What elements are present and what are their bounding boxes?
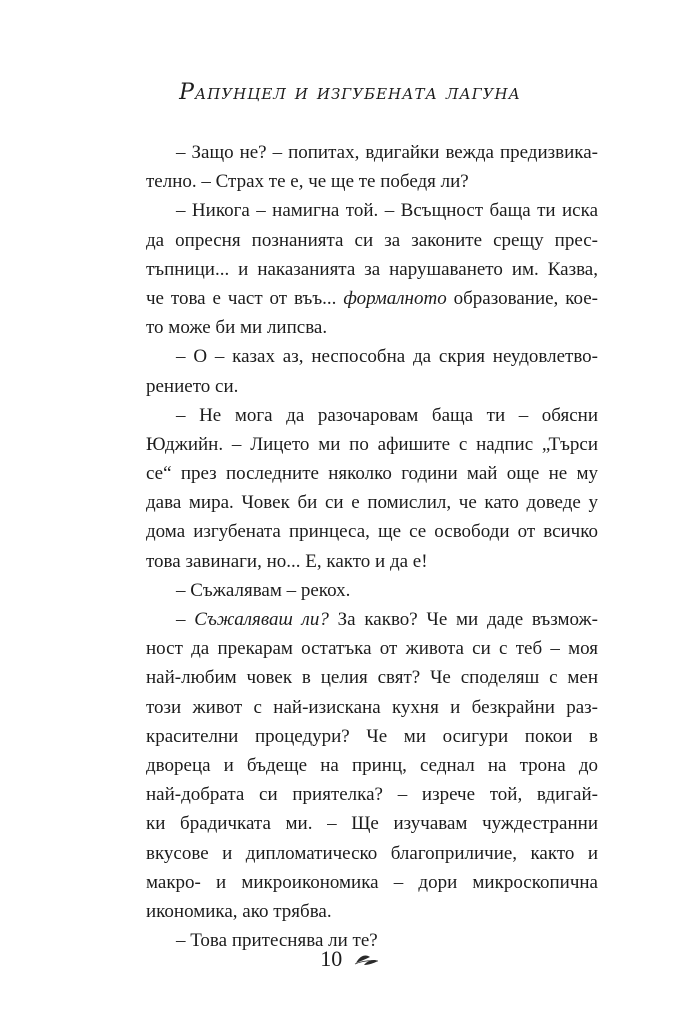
text-line: вкусове и дипломатическо благоприличие, както и <box>146 842 598 864</box>
running-head-title: Рапунцел и изгубената лагуна <box>179 80 521 105</box>
text-line: икономика, ако трябва. <box>146 900 332 922</box>
text-line: красителни процедури? Че ми осигури покои в <box>146 725 598 747</box>
text-line: – Защо не? – попитах, вдигайки вежда предизвика- <box>176 142 598 163</box>
page-footer <box>0 944 700 972</box>
text-line: двореца и бъдеще на принц, седнал на трона до <box>146 754 598 776</box>
italic-phrase: Съжаляваш ли? <box>194 609 329 630</box>
text-line: – Никога – намигна той. – Всъщност баща ти иска <box>176 200 598 222</box>
text-line: – Съжалявам – рекох. <box>176 579 351 601</box>
text-line: рението си. <box>146 375 239 397</box>
text-line: тъпници... и наказанията за нарушаването им. Казва, <box>146 258 598 280</box>
italic-phrase: формалното <box>343 287 447 309</box>
text-line: – Не мога да разочаровам баща ти – обясни <box>176 404 598 426</box>
text-line <box>146 284 598 313</box>
text-line: – Това притеснява ли те? <box>176 930 378 952</box>
text-line: ност да прекарам остатъка от живота си с теб – моя <box>146 638 598 660</box>
text-line: то може би ми липсва. <box>146 317 328 339</box>
text-fragment: За какво? Че ми даде възмож- <box>328 609 598 630</box>
text-line: – О – казах аз, неспособна да скрия неудовлетво- <box>176 346 598 368</box>
text-line: се“ през последните няколко години май още не му <box>146 463 598 485</box>
leaf-ornament-icon <box>354 951 380 967</box>
text-line: дома изгубената принцеса, ще се освободи от всичко <box>146 521 598 543</box>
text-line: телно. – Страх те е, че ще те победя ли? <box>146 171 469 193</box>
page-number: 10 <box>320 945 343 971</box>
text-line <box>146 605 598 634</box>
text-fragment: образование, кое- <box>446 287 598 309</box>
text-line: Юджийн. – Лицето ми по афишите с надпис „Търси <box>146 433 598 455</box>
text-line: ки брадичката ми. – Ще изучавам чуждестранни <box>146 813 598 835</box>
text-line: макро- и микроикономика – дори микроскопична <box>146 871 598 893</box>
text-fragment: че това е част от въъ... <box>146 287 344 309</box>
text-line: най-добрата си приятелка? – изрече той, вдигай- <box>146 784 598 806</box>
text-line: най-любим човек в целия свят? Че споделяш с мен <box>146 667 598 689</box>
text-line: да опресня познанията си за законите срещу прес- <box>146 229 598 251</box>
text-line: дава мира. Човек би си е помислил, че като доведе у <box>146 492 598 514</box>
text-fragment: – <box>176 609 195 630</box>
text-line: този живот с най-изискана кухня и безкрайни раз- <box>146 696 598 718</box>
body-text <box>146 138 598 955</box>
text-line: това завинаги, но... Е, както и да е! <box>146 550 428 572</box>
